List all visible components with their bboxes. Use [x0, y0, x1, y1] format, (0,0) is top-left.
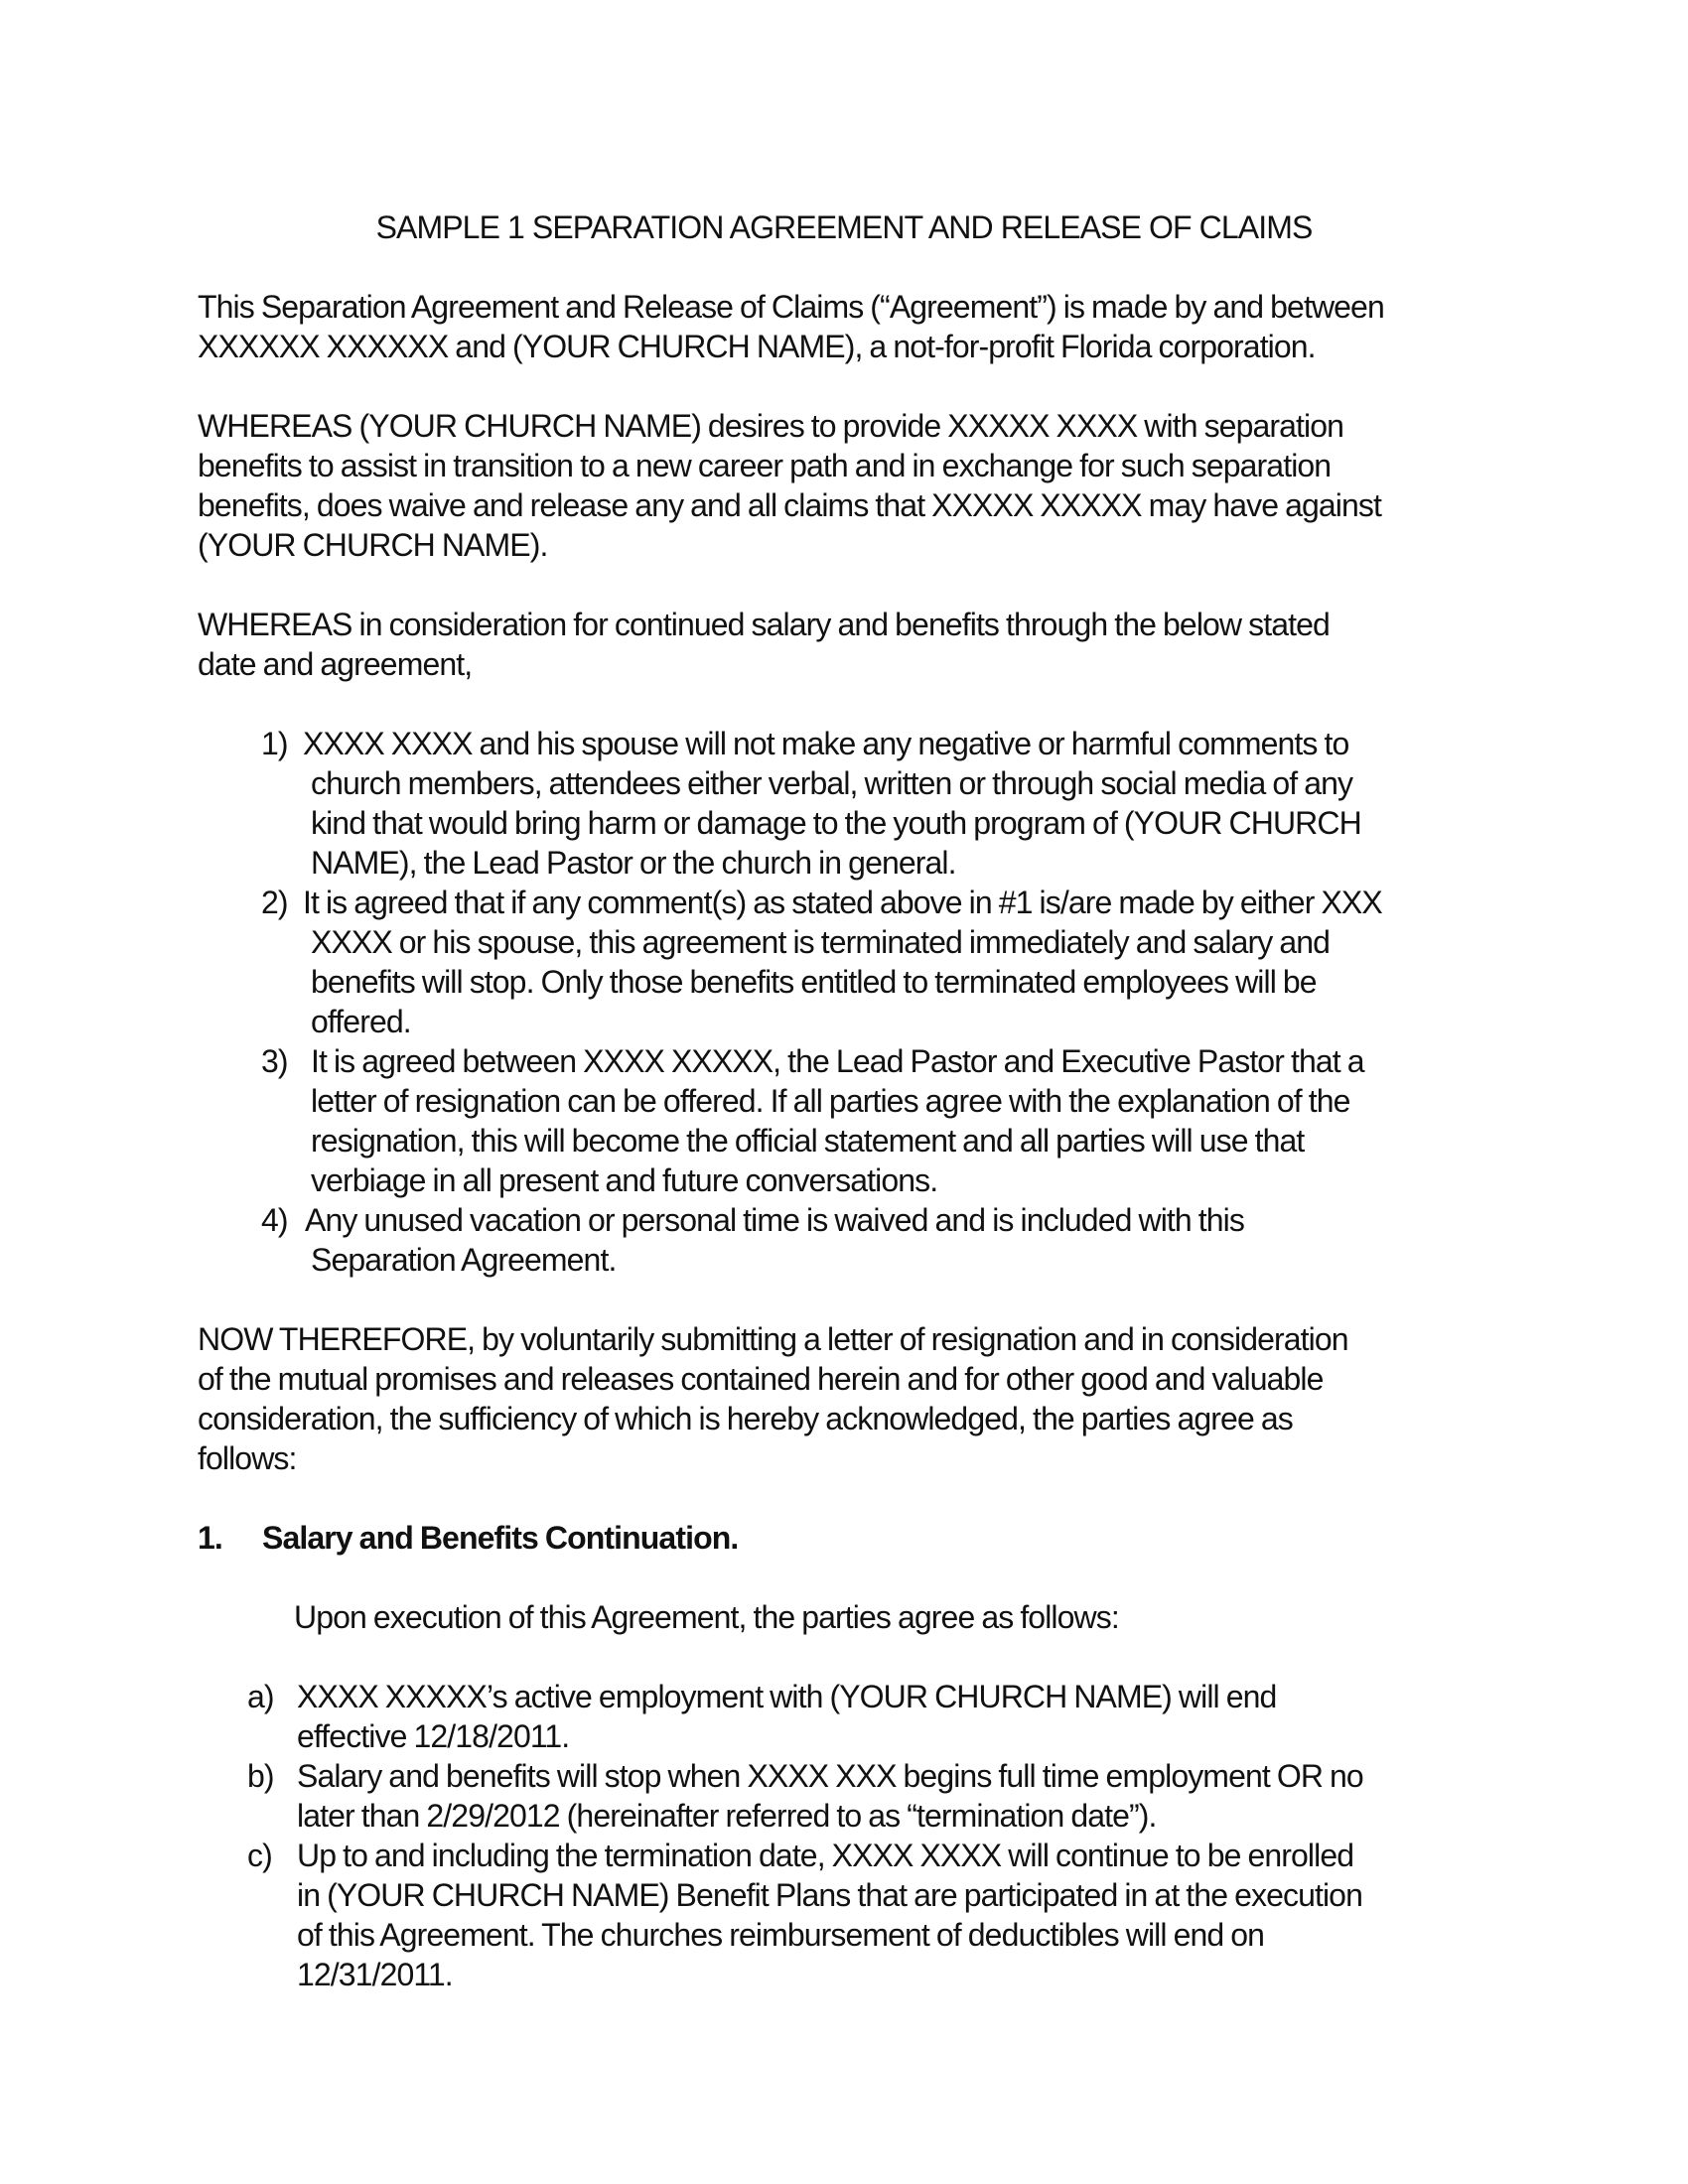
list-item-line: verbiage in all present and future conversations.: [311, 1162, 938, 1198]
list-item-line: It is agreed between XXXX XXXXX, the Lead Pastor and Executive Pastor that a: [311, 1043, 1364, 1079]
list-item-line: benefits will stop. Only those benefits entitled to terminated employees will be: [311, 964, 1317, 1000]
list-marker: c): [247, 1838, 272, 1873]
list-item-line: XXXX XXXXX’s active employment with (YOUR CHURCH NAME) will end: [297, 1679, 1277, 1714]
list-item-line: XXXX or his spouse, this agreement is terminated immediately and salary and: [311, 924, 1331, 960]
paragraph-line: of the mutual promises and releases contained herein and for other good and valuable: [198, 1361, 1324, 1397]
list-item-line: 12/31/2011.: [297, 1957, 453, 1992]
list-item-line: NAME), the Lead Pastor or the church in general.: [311, 845, 956, 881]
list-item-line: offered.: [311, 1004, 411, 1039]
paragraph-line: consideration, the sufficiency of which is hereby acknowledged, the parties agree as: [198, 1401, 1293, 1436]
list-item-line: Up to and including the termination date, XXXX XXXX will continue to be enrolled: [297, 1838, 1354, 1873]
paragraph-line: NOW THEREFORE, by voluntarily submitting a letter of resignation and in consideration: [198, 1321, 1348, 1357]
section-intro: Upon execution of this Agreement, the parties agree as follows:: [294, 1599, 1119, 1635]
section-heading-text: Salary and Benefits Continuation.: [262, 1520, 739, 1556]
paragraph-line: date and agreement,: [198, 646, 473, 682]
paragraph-line: WHEREAS in consideration for continued salary and benefits through the below stated: [198, 607, 1330, 642]
list-item-line: resignation, this will become the official statement and all parties will use that: [311, 1123, 1305, 1159]
list-item-line: church members, attendees either verbal, written or through social media of any: [311, 765, 1353, 801]
paragraph-line: follows:: [198, 1440, 297, 1476]
paragraph-line: WHEREAS (YOUR CHURCH NAME) desires to provide XXXXX XXXX with separation: [198, 408, 1344, 444]
list-item-line: Any unused vacation or personal time is waived and is included with this: [305, 1202, 1244, 1238]
document-title: SAMPLE 1 SEPARATION AGREEMENT AND RELEASE OF CLAIMS: [375, 209, 1313, 245]
section-number: 1.: [198, 1520, 222, 1556]
list-item-line: It is agreed that if any comment(s) as stated above in #1 is/are made by either XXX: [303, 885, 1382, 920]
paragraph-line: XXXXXX XXXXXX and (YOUR CHURCH NAME), a not-for-profit Florida corporation.: [198, 329, 1316, 364]
list-item-line: Salary and benefits will stop when XXXX XXX begins full time employment OR no: [297, 1758, 1363, 1794]
list-item-line: Separation Agreement.: [311, 1242, 617, 1278]
list-marker: 2): [261, 885, 288, 920]
list-item-line: in (YOUR CHURCH NAME) Benefit Plans that are participated in at the execution: [297, 1877, 1362, 1913]
list-item-line: later than 2/29/2012 (hereinafter referred to as “termination date”).: [297, 1798, 1157, 1834]
paragraph-line: (YOUR CHURCH NAME).: [198, 527, 548, 563]
list-marker: 1): [261, 726, 288, 761]
list-item-line: kind that would bring harm or damage to the youth program of (YOUR CHURCH: [311, 805, 1361, 841]
list-item-line: effective 12/18/2011.: [297, 1718, 570, 1754]
list-item-line: of this Agreement. The churches reimbursement of deductibles will end on: [297, 1917, 1265, 1953]
list-item-line: letter of resignation can be offered. If all parties agree with the explanation of the: [311, 1083, 1350, 1119]
list-marker: 4): [261, 1202, 288, 1238]
paragraph-line: benefits to assist in transition to a new career path and in exchange for such separation: [198, 448, 1332, 483]
list-marker: 3): [261, 1043, 288, 1079]
list-item-line: XXXX XXXX and his spouse will not make any negative or harmful comments to: [303, 726, 1349, 761]
list-marker: b): [247, 1758, 274, 1794]
paragraph-line: This Separation Agreement and Release of Claims (“Agreement”) is made by and between: [198, 289, 1384, 325]
paragraph-line: benefits, does waive and release any and all claims that XXXXX XXXXX may have against: [198, 487, 1382, 523]
list-marker: a): [247, 1679, 274, 1714]
